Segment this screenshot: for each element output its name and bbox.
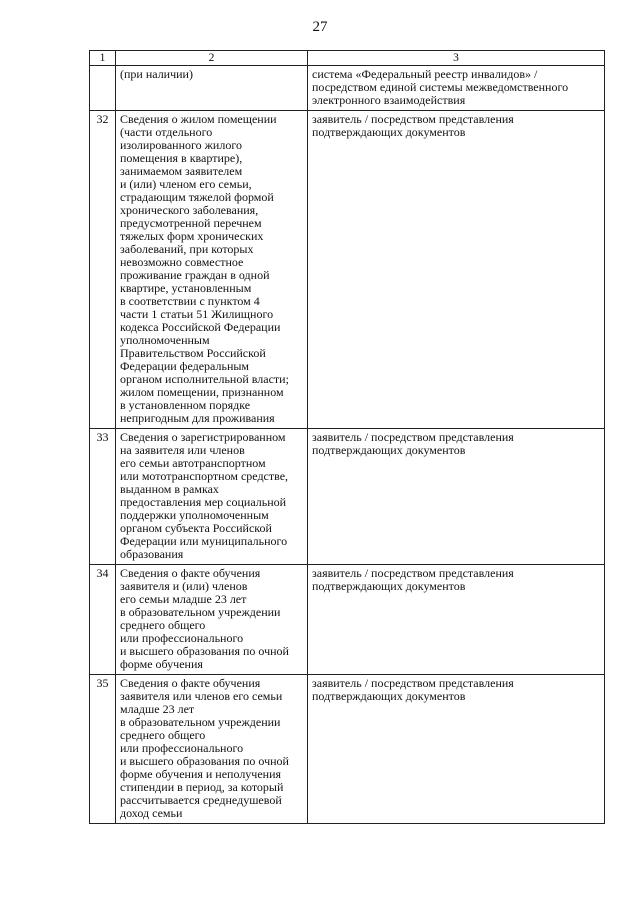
table-header-row	[90, 51, 605, 66]
table-row	[90, 429, 605, 565]
description-line: страдающим тяжелой формой	[120, 190, 274, 204]
table-row	[90, 675, 605, 824]
information-source	[308, 565, 605, 675]
description-line: младше 23 лет	[120, 702, 195, 716]
description-line: среднего общего	[120, 618, 206, 632]
row-number: 34	[90, 565, 116, 675]
row-number: 33	[90, 429, 116, 565]
description-line: Правительством Российской	[120, 346, 266, 360]
information-source	[308, 111, 605, 429]
description-line: его семьи младше 23 лет	[120, 592, 247, 606]
table-row	[90, 565, 605, 675]
information-source	[308, 675, 605, 824]
row-number	[90, 66, 116, 111]
source-line: посредством единой системы межведомственного	[312, 80, 569, 94]
description-line: стипендии в период, за который	[120, 780, 284, 794]
description-line: или мототранспортном средстве,	[120, 469, 289, 483]
description-line: органом исполнительной власти;	[120, 372, 289, 386]
description-line: невозможно совместное	[120, 255, 244, 269]
row-number: 35	[90, 675, 116, 824]
description-line: форме обучения	[120, 657, 203, 671]
description-line: Сведения о факте обучения	[120, 676, 261, 690]
description-line: Сведения о зарегистрированном	[120, 430, 286, 444]
source-line: заявитель / посредством представления	[312, 112, 514, 126]
description-line: или профессионального	[120, 631, 244, 645]
description-line: занимаемом заявителем	[120, 164, 243, 178]
document-table	[89, 50, 605, 824]
description-line: и (или) членом его семьи,	[120, 177, 252, 191]
description-line: хронического заболевания,	[120, 203, 259, 217]
description-line: образования	[120, 547, 184, 561]
description-line: форме обучения и неполучения	[120, 767, 282, 781]
source-line: подтверждающих документов	[312, 125, 466, 139]
information-source	[308, 66, 605, 111]
description-line: его семьи автотранспортном	[120, 456, 266, 470]
source-line: заявитель / посредством представления	[312, 430, 514, 444]
description-line: рассчитывается среднедушевой	[120, 793, 282, 807]
description-line: доход семьи	[120, 806, 183, 820]
description-line: в установленном порядке	[120, 398, 251, 412]
description-line: части 1 статьи 51 Жилищного	[120, 307, 274, 321]
source-line: подтверждающих документов	[312, 579, 466, 593]
source-line: заявитель / посредством представления	[312, 566, 514, 580]
column-number-1: 1	[90, 51, 116, 66]
table-row	[90, 111, 605, 429]
page-number: 27	[312, 19, 328, 35]
description-line: Сведения о факте обучения	[120, 566, 261, 580]
description-line: в соответствии с пунктом 4	[120, 294, 260, 308]
description-line: среднего общего	[120, 728, 206, 742]
description-line: изолированного жилого	[120, 138, 242, 152]
description-line: предусмотренной перечнем	[120, 216, 262, 230]
description-line: проживание граждан в одной	[120, 268, 270, 282]
row-number: 32	[90, 111, 116, 429]
description-line: и высшего образования по очной	[120, 754, 289, 768]
description-line: в образовательном учреждении	[120, 605, 281, 619]
description-line: квартире, установленным	[120, 281, 252, 295]
description-line: или профессионального	[120, 741, 244, 755]
information-source	[308, 429, 605, 565]
description-line: уполномоченным	[120, 333, 210, 347]
description-line: (при наличии)	[120, 67, 193, 81]
description-line: в образовательном учреждении	[120, 715, 281, 729]
description-line: (части отдельного	[120, 125, 213, 139]
source-line: заявитель / посредством представления	[312, 676, 514, 690]
column-number-2: 2	[116, 51, 308, 66]
information-description	[116, 675, 308, 824]
description-line: Федерации федеральным	[120, 359, 250, 373]
description-line: тяжелых форм хронических	[120, 229, 264, 243]
description-line: на заявителя или членов	[120, 443, 245, 457]
source-line: подтверждающих документов	[312, 443, 466, 457]
description-line: кодекса Российской Федерации	[120, 320, 281, 334]
description-line: помещения в квартире),	[120, 151, 243, 165]
table-row	[90, 66, 605, 111]
description-line: заявителя или членов его семьи	[120, 689, 283, 703]
description-line: поддержки уполномоченным	[120, 508, 269, 522]
information-description	[116, 66, 308, 111]
source-line: подтверждающих документов	[312, 689, 466, 703]
description-line: выданном в рамках	[120, 482, 219, 496]
description-line: Сведения о жилом помещении	[120, 112, 277, 126]
description-line: органом субъекта Российской	[120, 521, 272, 535]
information-description	[116, 429, 308, 565]
description-line: Федерации или муниципального	[120, 534, 288, 548]
description-line: предоставления мер социальной	[120, 495, 287, 509]
information-description	[116, 565, 308, 675]
description-line: и высшего образования по очной	[120, 644, 289, 658]
description-line: заболеваний, при которых	[120, 242, 254, 256]
source-line: система «Федеральный реестр инвалидов» /	[312, 67, 538, 81]
description-line: жилом помещении, признанном	[120, 385, 284, 399]
information-description	[116, 111, 308, 429]
column-number-3: 3	[308, 51, 605, 66]
source-line: электронного взаимодействия	[312, 93, 466, 107]
description-line: непригодным для проживания	[120, 411, 275, 425]
description-line: заявителя и (или) членов	[120, 579, 248, 593]
